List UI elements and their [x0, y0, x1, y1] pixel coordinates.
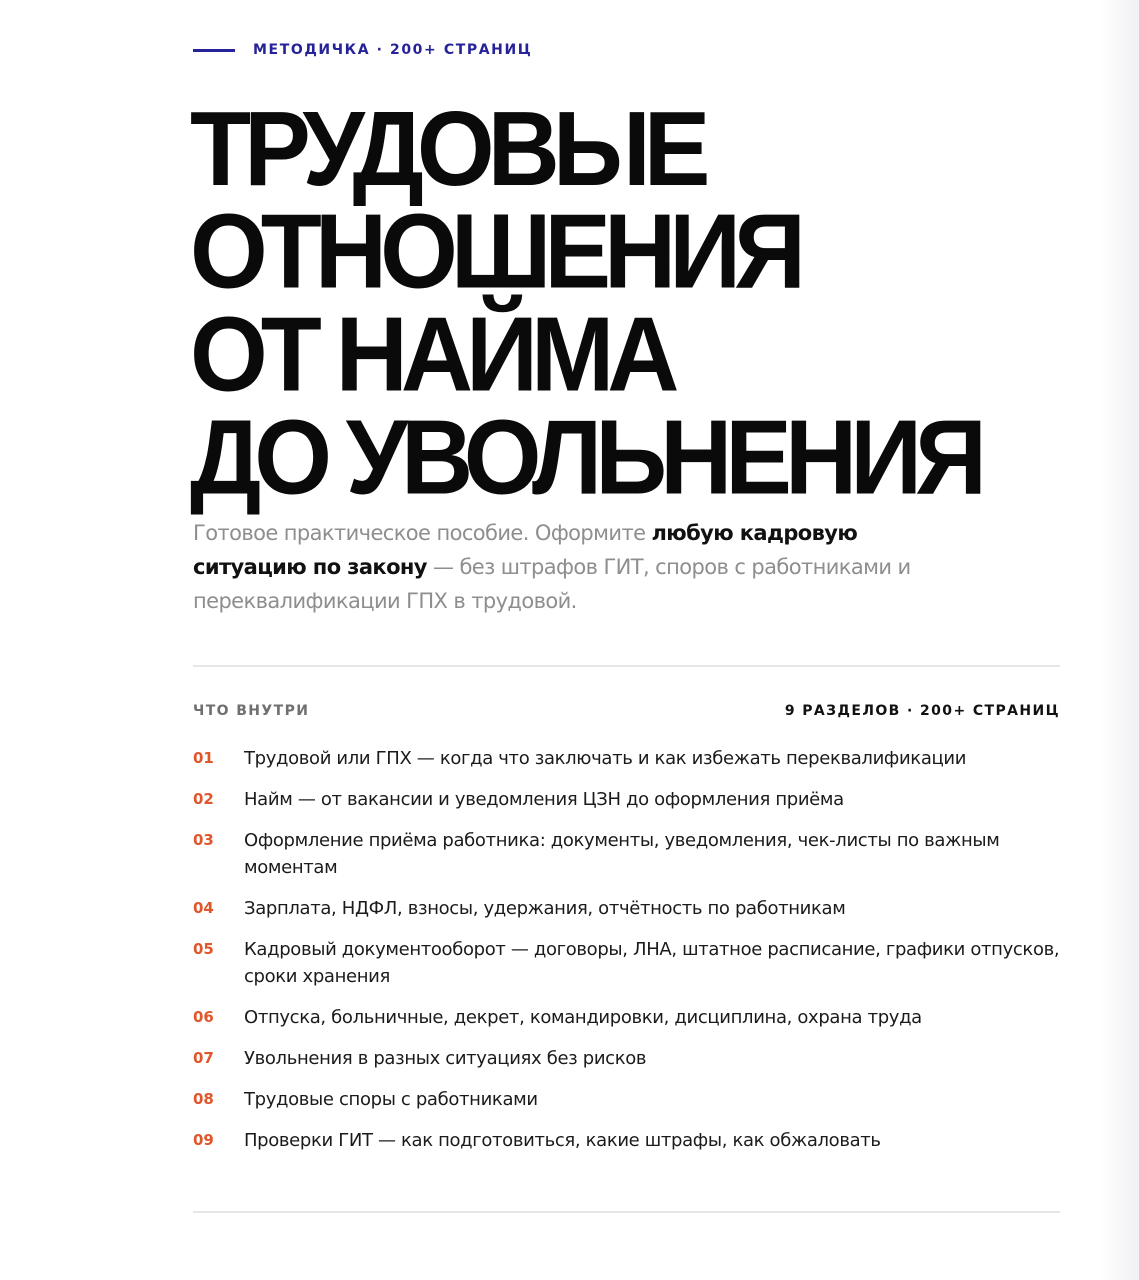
contents-header	[193, 703, 1060, 719]
section-number: 07	[193, 1049, 214, 1067]
contents-label: ЧТО ВНУТРИ	[193, 703, 310, 719]
section-number: 04	[193, 899, 214, 917]
lead-text: — без штрафов ГИТ, споров с работниками и переквалификации ГПХ в трудовой.	[193, 555, 911, 613]
page-title	[190, 89, 1090, 517]
list-item	[193, 786, 1073, 813]
section-number: 02	[193, 790, 214, 808]
section-title: Проверки ГИТ — как подготовиться, какие штрафы, как обжаловать	[244, 1130, 881, 1151]
section-title: Трудовые споры с работниками	[244, 1089, 538, 1110]
lead-text: Готовое практическое пособие. Оформите	[193, 521, 652, 545]
section-title: Зарплата, НДФЛ, взносы, удержания, отчётность по работникам	[244, 898, 846, 919]
list-item	[193, 827, 1073, 881]
section-title: Трудовой или ГПХ — когда что заключать и как избежать переквалификации	[244, 748, 967, 769]
eyebrow	[193, 40, 532, 60]
section-title: Отпуска, больничные, декрет, командировки, дисциплина, охрана труда	[244, 1007, 922, 1028]
eyebrow-accent-line	[193, 49, 235, 52]
title-line: ОТ НАЙМА	[190, 295, 673, 414]
section-number: 03	[193, 831, 214, 849]
section-number: 05	[193, 940, 214, 958]
page-edge-shade	[1099, 0, 1139, 1280]
section-number: 08	[193, 1090, 214, 1108]
eyebrow-label: МЕТОДИЧКА · 200+ СТРАНИЦ	[253, 42, 533, 58]
section-number: 06	[193, 1008, 214, 1026]
section-title: Кадровый документооборот — договоры, ЛНА, штатное расписание, графики отпусков, сроки хранения	[244, 939, 1060, 987]
section-title: Увольнения в разных ситуациях без рисков	[244, 1048, 647, 1069]
list-item	[193, 745, 1073, 772]
list-item	[193, 1127, 1073, 1154]
title-line: ТРУДОВЫЕ	[190, 89, 704, 209]
title-line: ОТНОШЕНИЯ	[190, 192, 800, 312]
lead-emphasis: любую кадровую ситуацию по закону	[193, 521, 858, 579]
lead-paragraph	[193, 516, 913, 618]
list-item	[193, 1004, 1073, 1031]
list-item	[193, 1086, 1073, 1113]
list-item	[193, 1045, 1073, 1072]
divider	[193, 1211, 1060, 1213]
contents-summary: 9 РАЗДЕЛОВ · 200+ СТРАНИЦ	[784, 703, 1060, 719]
section-number: 01	[193, 749, 214, 767]
section-title: Найм — от вакансии и уведомления ЦЗН до оформления приёма	[244, 789, 844, 810]
section-title: Оформление приёма работника: документы, уведомления, чек-листы по важным моментам	[244, 830, 1000, 878]
contents-list	[193, 745, 1073, 1168]
title-line: ДО УВОЛЬНЕНИЯ	[190, 397, 980, 517]
section-number: 09	[193, 1131, 214, 1149]
list-item	[193, 936, 1073, 990]
divider	[193, 665, 1060, 667]
list-item	[193, 895, 1073, 922]
